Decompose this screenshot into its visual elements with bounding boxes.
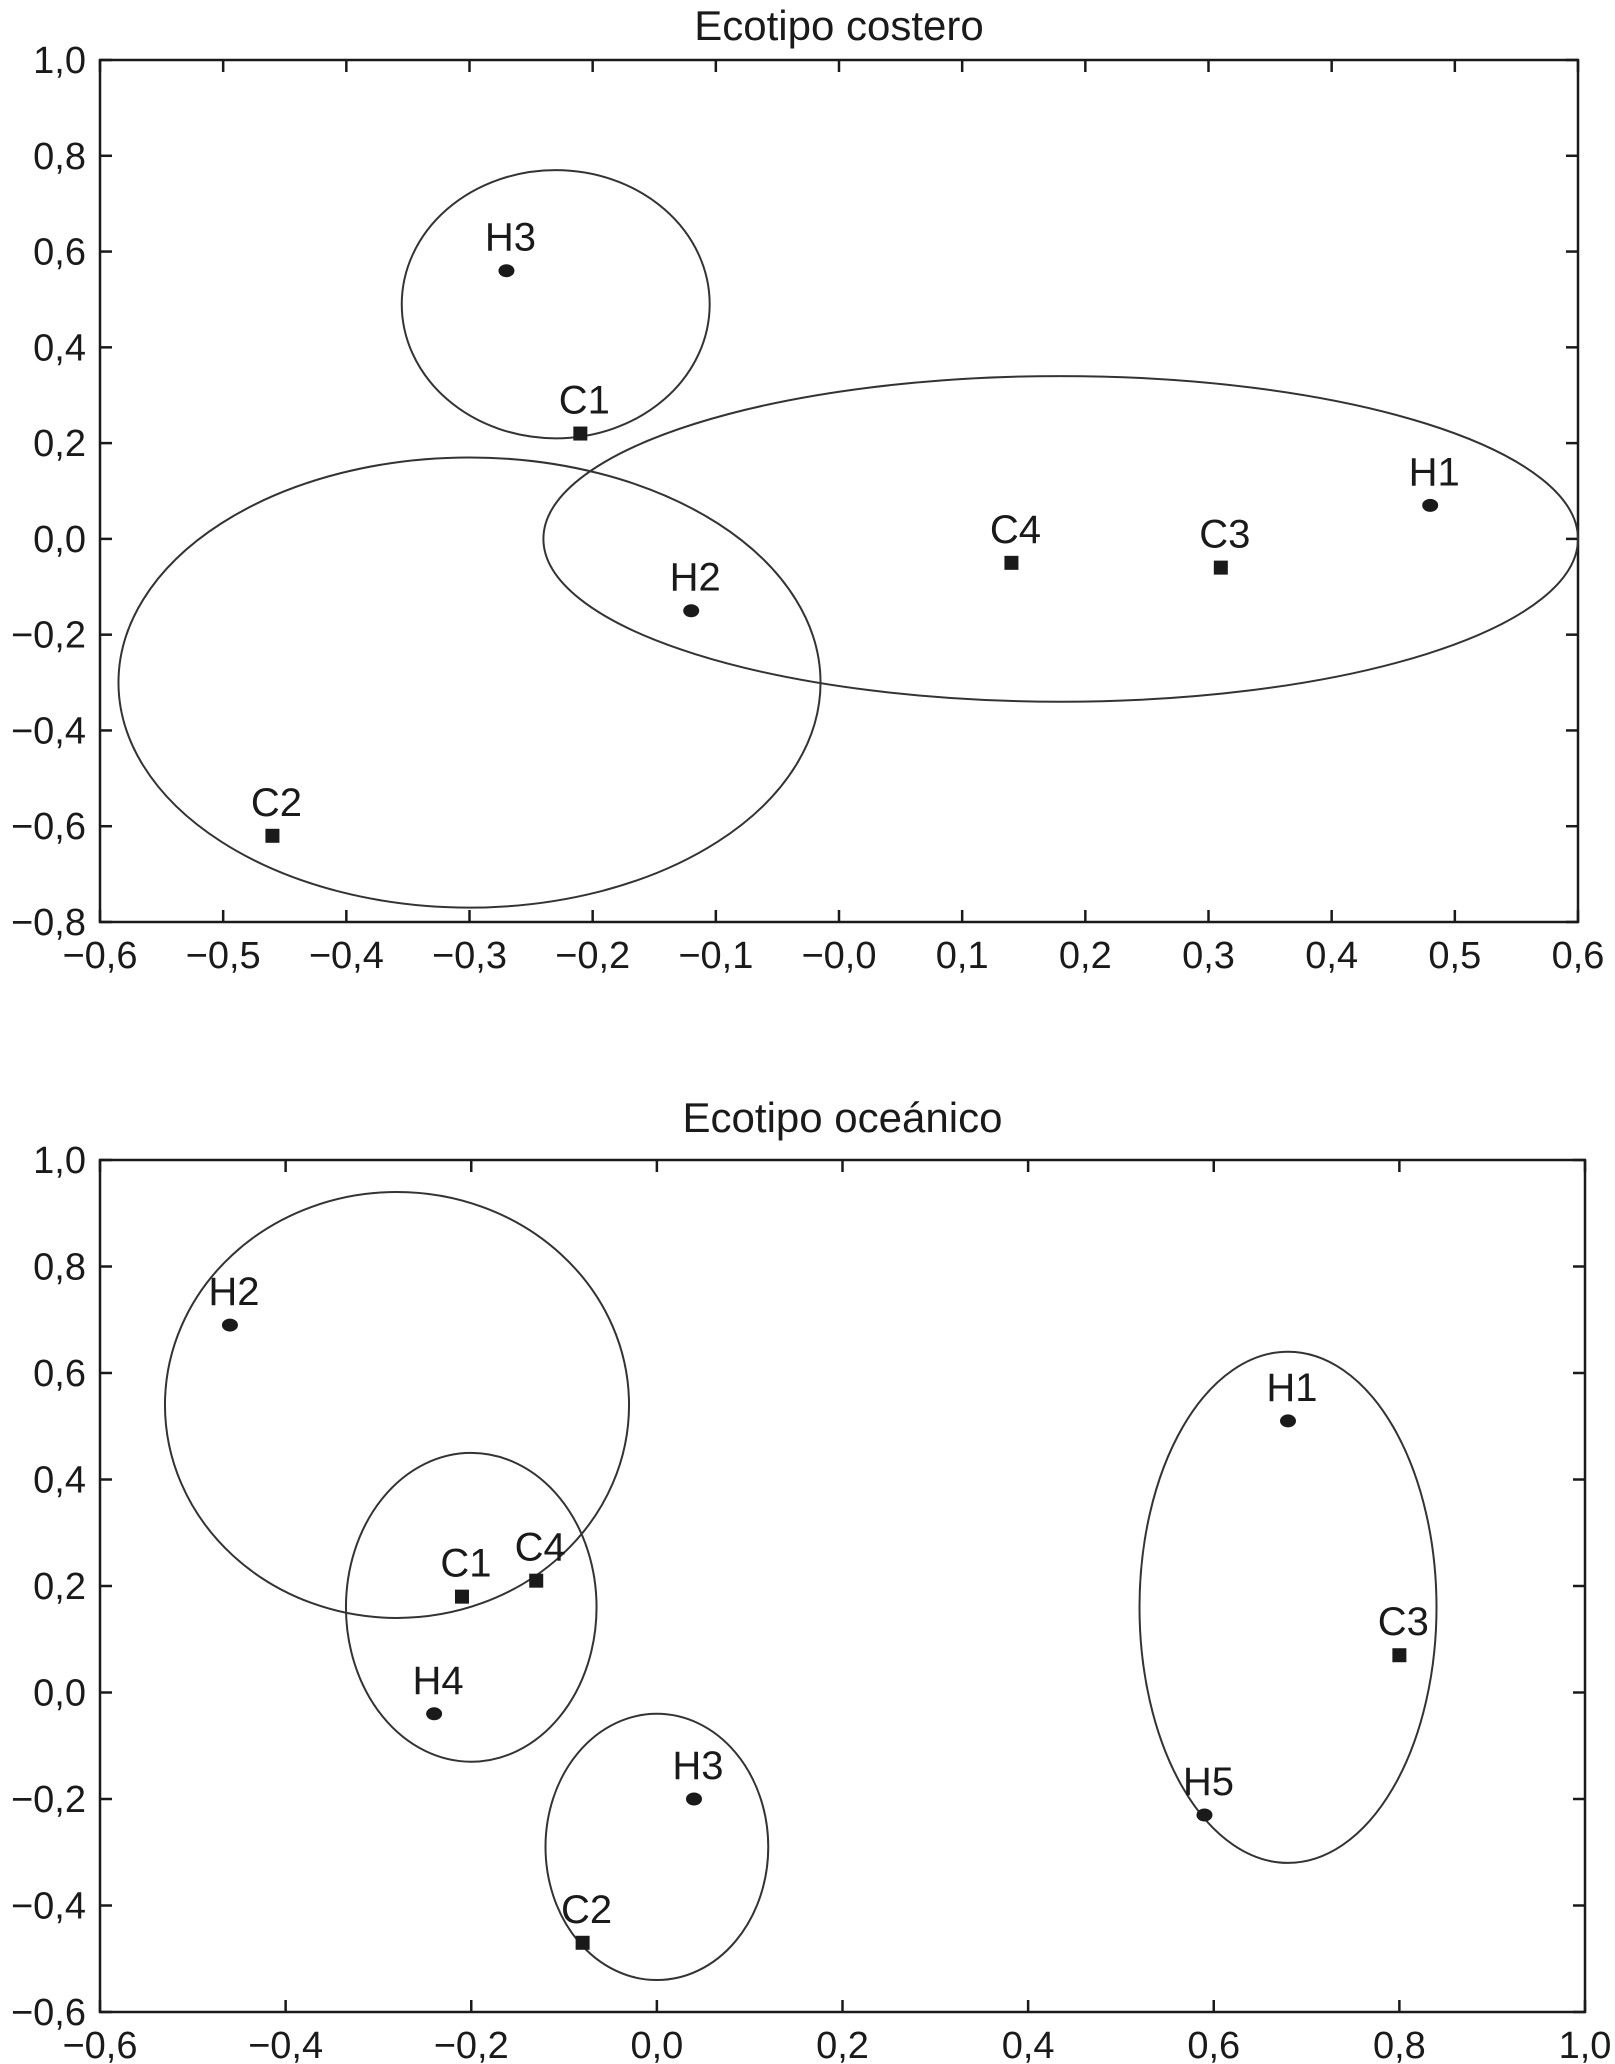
y-tick-label: 1,0 — [33, 40, 86, 82]
point-c4-square — [529, 1574, 543, 1588]
x-tick-label: 0,6 — [1551, 935, 1605, 977]
y-tick-label: −0,2 — [10, 1779, 86, 1821]
y-tick-label: −0,8 — [10, 902, 86, 944]
x-tick-label: 0,2 — [816, 2025, 869, 2064]
point-h3-dot — [498, 264, 514, 277]
y-tick-label: −0,2 — [10, 614, 86, 657]
chart-title-oceanico: Ecotipo oceánico — [682, 1094, 1003, 1141]
plot-frame-costero — [100, 60, 1578, 922]
point-h1-dot — [1280, 1414, 1296, 1427]
point-c1-square — [573, 427, 587, 441]
y-tick-label: −0,4 — [10, 710, 86, 753]
point-c2-square — [576, 1936, 590, 1950]
y-tick-label: 0,8 — [33, 1246, 86, 1289]
point-label-c2: C2 — [250, 780, 303, 825]
x-tick-label: −0,1 — [678, 935, 754, 977]
x-tick-label: −0,4 — [308, 935, 384, 977]
point-label-h3: H3 — [484, 215, 537, 260]
x-tick-label: −0,0 — [801, 935, 877, 977]
point-label-c4: C4 — [989, 507, 1042, 552]
point-label-h1: H1 — [1408, 450, 1460, 495]
scatter-plot-costero — [11, 40, 1604, 977]
point-label-h1: H1 — [1266, 1365, 1318, 1410]
y-tick-label: 0,6 — [33, 231, 86, 274]
point-label-h4: H4 — [412, 1658, 464, 1703]
point-h4-dot — [426, 1707, 442, 1720]
y-tick-label: −0,4 — [10, 1885, 86, 1928]
y-tick-label: 0,2 — [33, 423, 86, 466]
x-tick-label: 0,3 — [1182, 935, 1235, 977]
point-h3-dot — [686, 1793, 702, 1806]
point-c4-square — [1004, 556, 1018, 570]
x-tick-label: −0,4 — [248, 2025, 324, 2064]
x-tick-label: 0,4 — [1305, 935, 1359, 977]
x-tick-label: 0,0 — [630, 2025, 684, 2064]
point-h5-dot — [1196, 1808, 1212, 1821]
point-h2-dot — [222, 1319, 238, 1332]
x-tick-label: −0,3 — [431, 935, 508, 977]
x-tick-label: 0,1 — [935, 935, 989, 977]
point-c2-square — [265, 829, 279, 843]
point-label-c1: C1 — [440, 1541, 492, 1586]
point-c1-square — [455, 1590, 469, 1604]
x-tick-label: 0,2 — [1058, 935, 1112, 977]
point-label-c1: C1 — [558, 378, 610, 423]
point-h1-dot — [1422, 499, 1438, 512]
point-c3-square — [1392, 1648, 1406, 1662]
point-label-c2: C2 — [561, 1887, 613, 1932]
y-tick-label: 0,0 — [33, 1672, 86, 1715]
y-tick-label: −0,6 — [10, 1992, 86, 2034]
point-h2-dot — [683, 604, 699, 617]
x-tick-label: −0,6 — [62, 2025, 138, 2064]
x-tick-label: −0,6 — [62, 935, 138, 977]
y-tick-label: 0,4 — [33, 327, 86, 370]
group-ellipse-3 — [543, 376, 1578, 702]
point-label-c3: C3 — [1377, 1600, 1429, 1645]
y-tick-label: 0,2 — [33, 1566, 86, 1608]
y-tick-label: 0,4 — [33, 1459, 86, 1502]
chart-title-costero: Ecotipo costero — [694, 2, 984, 49]
y-tick-label: 0,6 — [33, 1353, 86, 1395]
group-ellipse-1 — [402, 170, 710, 438]
point-label-h2: H2 — [208, 1270, 260, 1315]
x-tick-label: −0,5 — [185, 935, 261, 977]
x-tick-label: 0,6 — [1187, 2025, 1241, 2064]
plot-frame-oceanico — [100, 1160, 1585, 2012]
x-tick-label: −0,2 — [433, 2025, 509, 2064]
x-tick-label: 0,5 — [1428, 935, 1482, 977]
x-tick-label: 0,4 — [1001, 2025, 1055, 2064]
point-c3-square — [1214, 561, 1228, 575]
y-tick-label: 0,8 — [33, 135, 86, 178]
point-label-h2: H2 — [669, 555, 721, 600]
scatter-plot-oceanico — [11, 1140, 1611, 2064]
x-tick-label: 0,8 — [1372, 2025, 1426, 2064]
y-tick-label: −0,6 — [10, 806, 86, 849]
y-tick-label: 0,0 — [33, 518, 86, 561]
group-ellipse-2 — [118, 457, 820, 907]
point-label-c4: C4 — [514, 1525, 566, 1570]
x-tick-label: −0,2 — [555, 935, 631, 977]
x-tick-label: 1,0 — [1558, 2025, 1612, 2064]
y-tick-label: 1,0 — [33, 1140, 86, 1182]
point-label-h3: H3 — [672, 1744, 724, 1788]
point-label-c3: C3 — [1199, 512, 1251, 557]
point-label-h5: H5 — [1182, 1759, 1235, 1804]
